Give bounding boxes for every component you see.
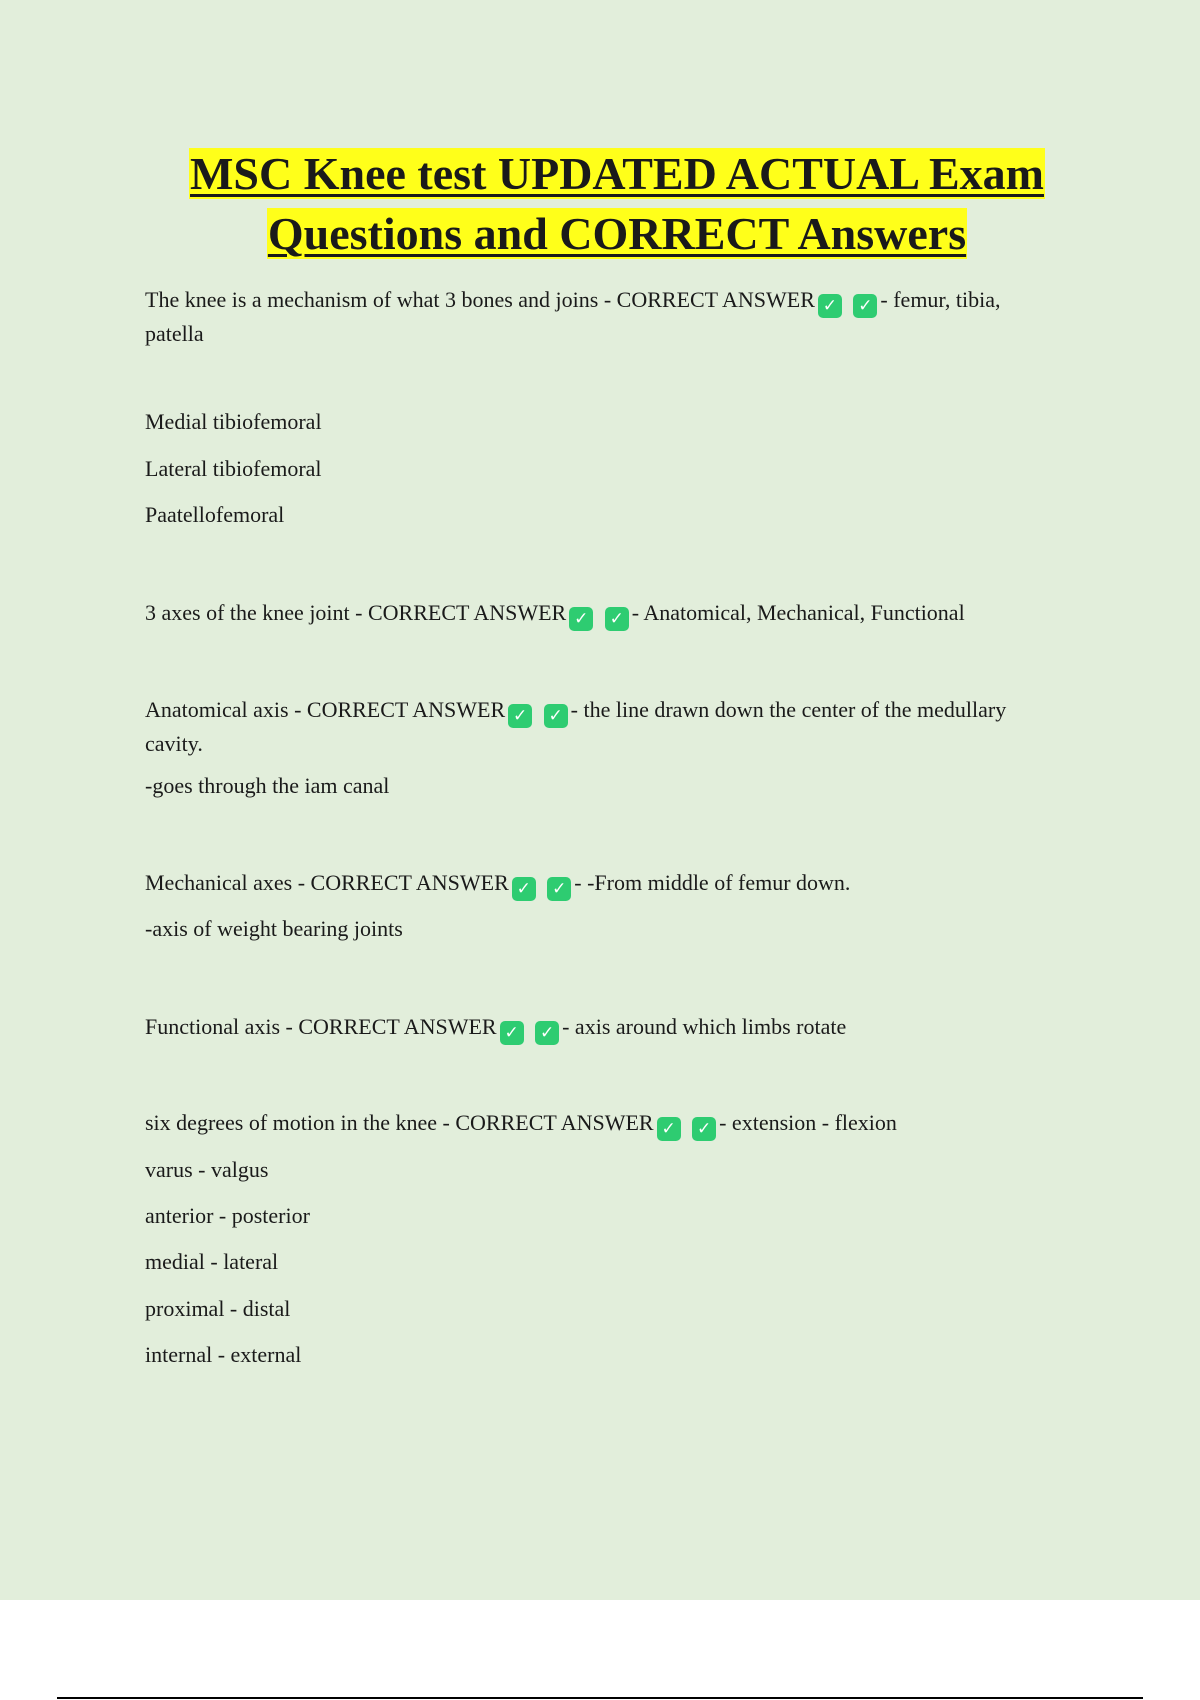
answer-extra-line: medial - lateral <box>145 1249 279 1274</box>
answer-extra-line: Medial tibiofemoral <box>145 409 322 434</box>
answer-extra-line: Paatellofemoral <box>145 502 285 527</box>
green-checkbox-icon: ✓ <box>853 294 877 318</box>
qa-item-1 <box>145 284 1095 350</box>
green-checkbox-icon: ✓ <box>569 607 593 631</box>
question-text: Functional axis - CORRECT ANSWER <box>145 1014 497 1039</box>
green-checkbox-icon: ✓ <box>512 877 536 901</box>
green-checkbox-icon: ✓ <box>500 1021 524 1045</box>
answer-text: - Anatomical, Mechanical, Functional <box>631 600 965 625</box>
answer-extra-line: varus - valgus <box>145 1157 269 1182</box>
title-line-2: Questions and CORRECT Answers <box>267 208 967 259</box>
title-line-1: MSC Knee test UPDATED ACTUAL Exam <box>190 148 1044 199</box>
question-text: Mechanical axes - CORRECT ANSWER <box>145 870 509 895</box>
answer-continued-text: cavity. <box>145 731 203 756</box>
question-text: The knee is a mechanism of what 3 bones and joins - CORRECT ANSWER <box>145 287 815 312</box>
green-checkbox-icon: ✓ <box>818 294 842 318</box>
green-checkbox-icon: ✓ <box>544 704 568 728</box>
qa-item-6 <box>145 1107 1095 1141</box>
answer-extra-line: anterior - posterior <box>145 1203 310 1228</box>
document-title <box>0 144 1200 264</box>
qa-item-5 <box>145 1011 1095 1045</box>
green-checkbox-icon: ✓ <box>547 877 571 901</box>
answer-extra-line: internal - external <box>145 1342 302 1367</box>
footer-divider <box>57 1697 1143 1699</box>
answer-text: - extension - flexion <box>719 1110 897 1135</box>
qa-item-2 <box>145 597 1095 631</box>
answer-text: - axis around which limbs rotate <box>562 1014 847 1039</box>
answer-extra-line: Lateral tibiofemoral <box>145 456 322 481</box>
question-text: six degrees of motion in the knee - CORRECT ANSWER <box>145 1110 654 1135</box>
qa-item-3 <box>145 694 1095 760</box>
question-text: Anatomical axis - CORRECT ANSWER <box>145 697 506 722</box>
question-text: 3 axes of the knee joint - CORRECT ANSWER <box>145 600 567 625</box>
qa-item-4 <box>145 867 1095 901</box>
answer-text: - femur, tibia, <box>880 287 1001 312</box>
answer-text: - the line drawn down the center of the medullary <box>570 697 1007 722</box>
answer-extra-line: -axis of weight bearing joints <box>145 916 403 941</box>
answer-extra-line: proximal - distal <box>145 1296 291 1321</box>
answer-extra-line: -goes through the iam canal <box>145 773 390 798</box>
green-checkbox-icon: ✓ <box>692 1117 716 1141</box>
green-checkbox-icon: ✓ <box>508 704 532 728</box>
green-checkbox-icon: ✓ <box>535 1021 559 1045</box>
green-checkbox-icon: ✓ <box>605 607 629 631</box>
answer-continued-text: patella <box>145 321 204 346</box>
answer-text: - -From middle of femur down. <box>574 870 851 895</box>
green-checkbox-icon: ✓ <box>657 1117 681 1141</box>
